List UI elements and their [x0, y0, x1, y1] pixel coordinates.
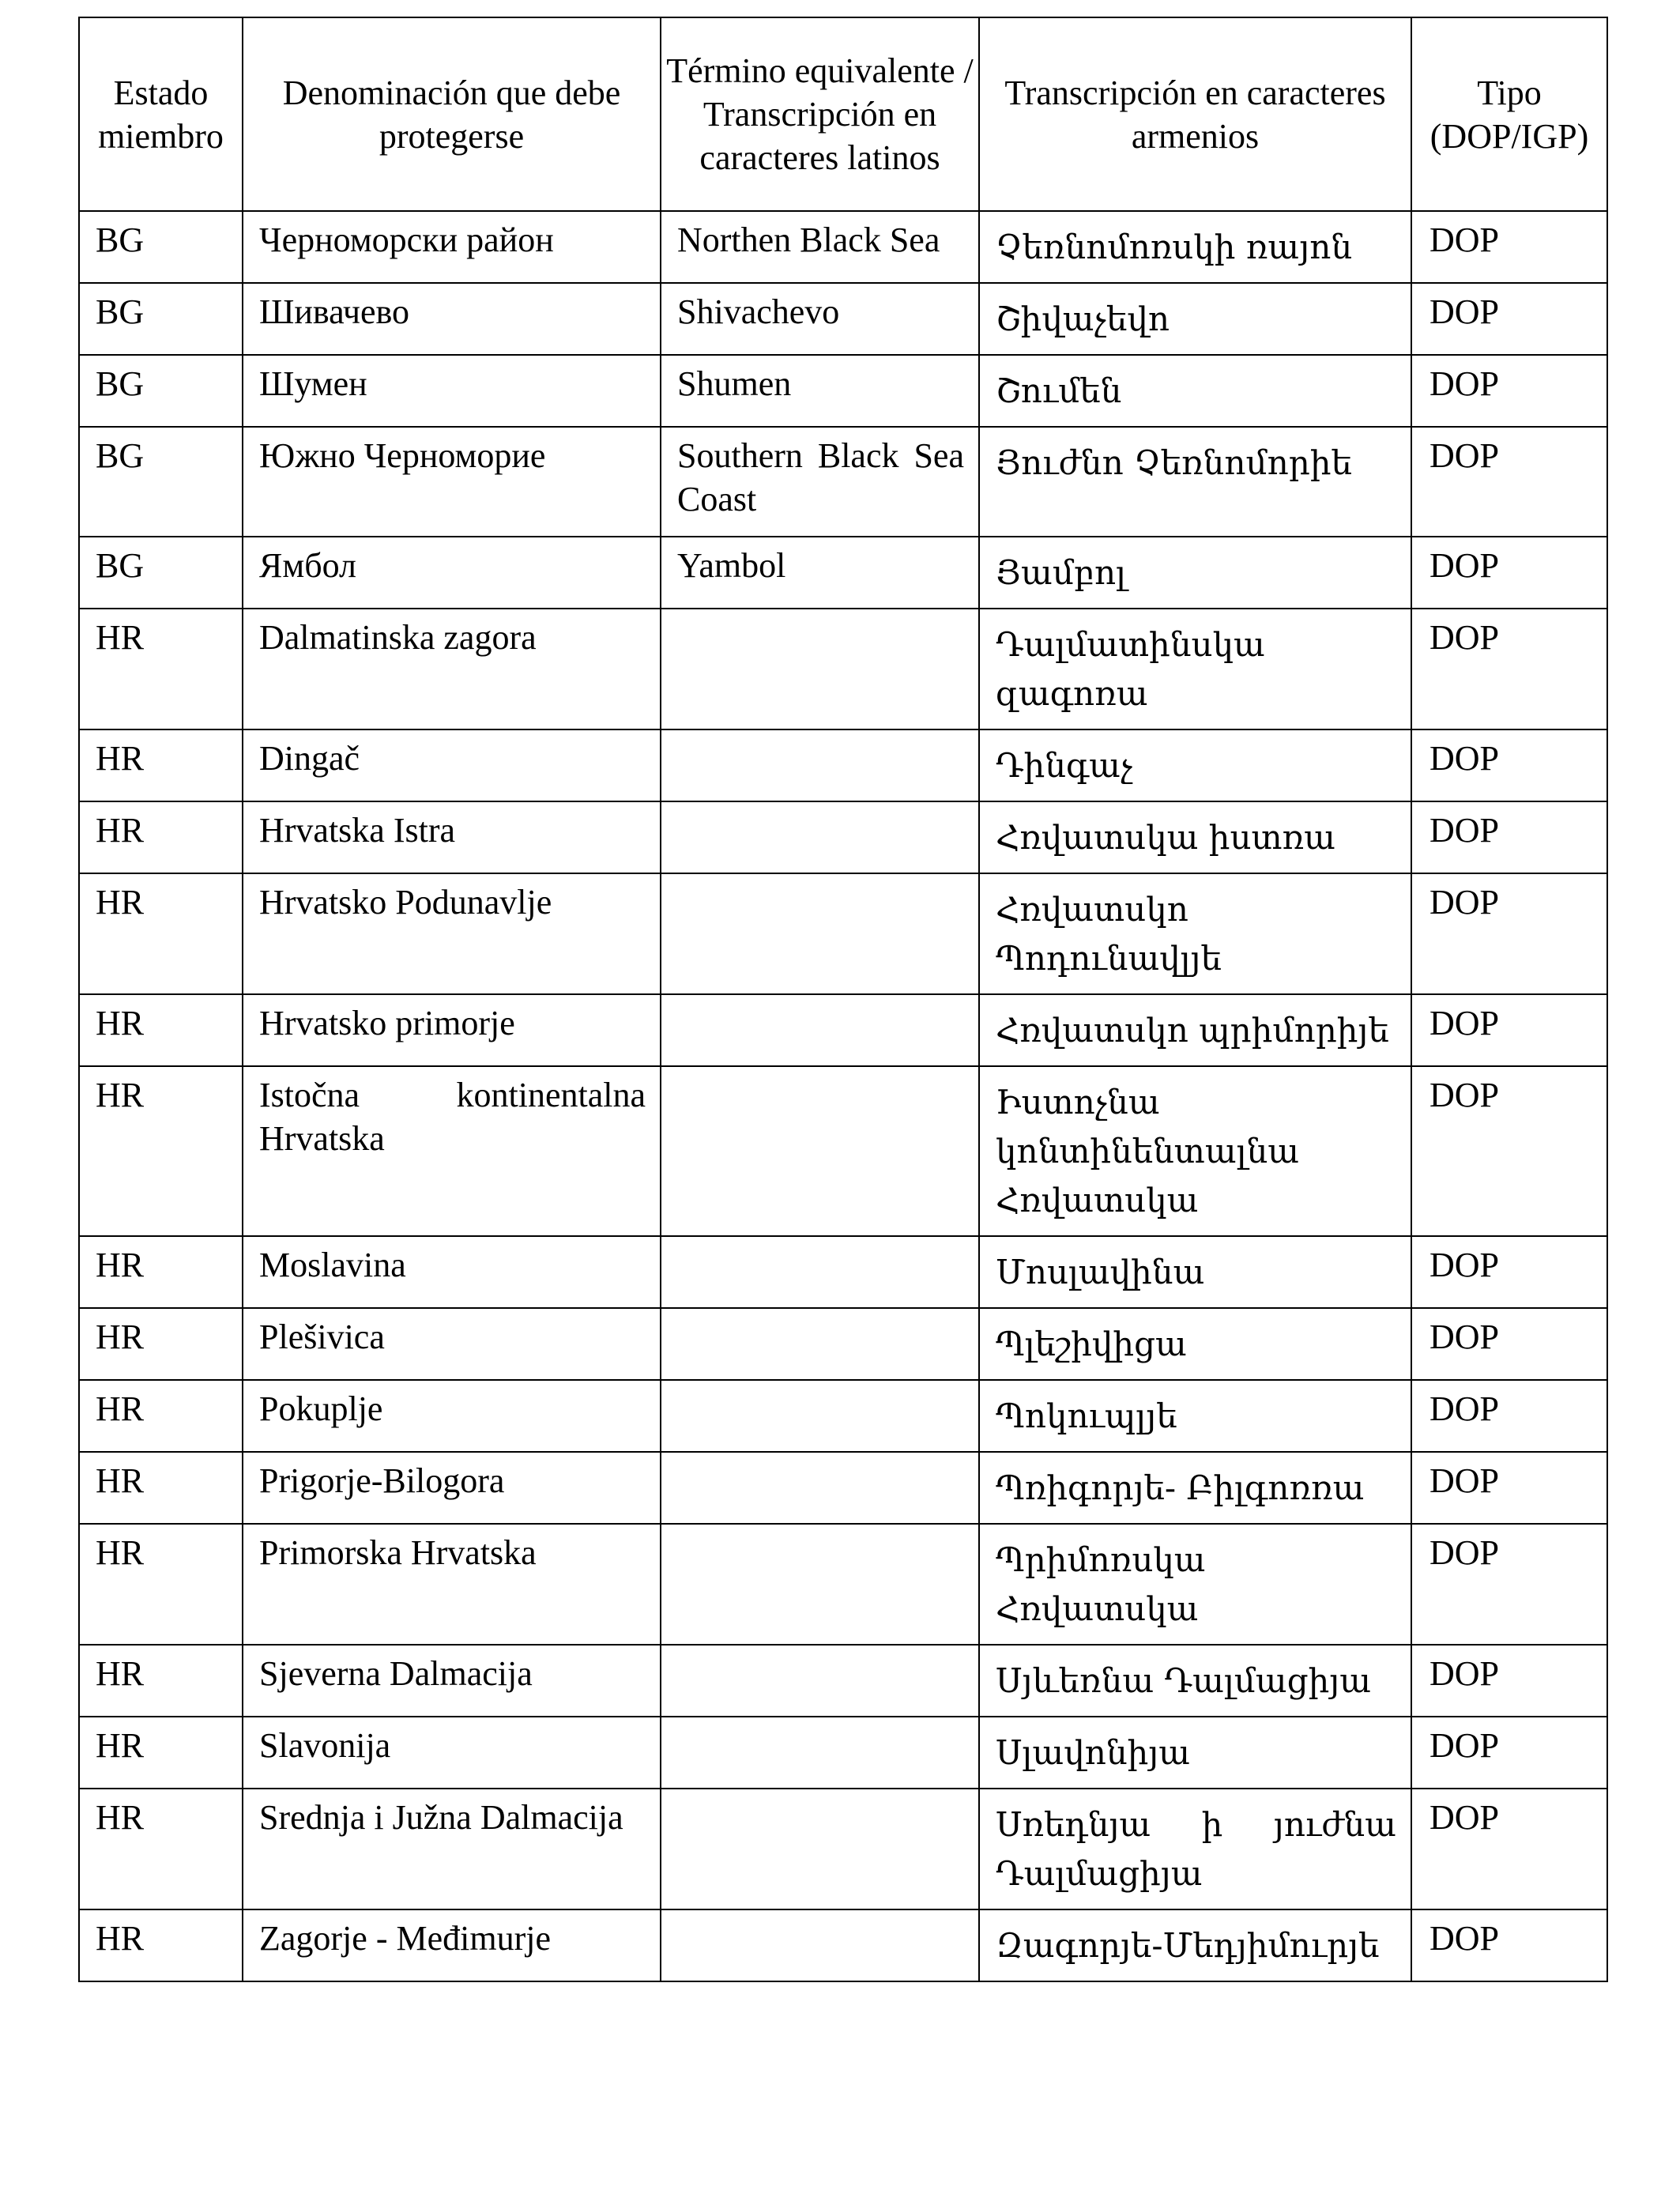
cell-latin [661, 1789, 979, 1909]
cell-type: DOP [1411, 801, 1607, 873]
cell-name: Slavonija [243, 1717, 661, 1789]
cell-name: Primorska Hrvatska [243, 1524, 661, 1645]
table-row [79, 873, 1607, 994]
table-row [79, 427, 1607, 537]
cell-latin [661, 609, 979, 729]
cell-state: HR [79, 1452, 243, 1524]
cell-state: HR [79, 994, 243, 1066]
cell-name: Hrvatska Istra [243, 801, 661, 873]
cell-armenian: Հռվատսկա իստռա [979, 801, 1411, 873]
cell-latin: Shivachevo [661, 283, 979, 355]
cell-type: DOP [1411, 1789, 1607, 1909]
cell-type: DOP [1411, 609, 1607, 729]
table-row [79, 1066, 1607, 1236]
cell-latin [661, 729, 979, 801]
table-row [79, 729, 1607, 801]
cell-armenian: Հռվատսկո Պոդունավլյե [979, 873, 1411, 994]
cell-armenian: Չեռնոմոռսկի ռայոն [979, 211, 1411, 283]
cell-armenian: Սյևեռնա Դալմացիյա [979, 1645, 1411, 1717]
cell-type: DOP [1411, 1236, 1607, 1308]
cell-armenian: Պրիմոռսկա Հռվատսկա [979, 1524, 1411, 1645]
cell-state: HR [79, 729, 243, 801]
cell-type: DOP [1411, 537, 1607, 609]
cell-name: Moslavina [243, 1236, 661, 1308]
table-row [79, 355, 1607, 427]
cell-armenian: Զագորյե-Մեդյիմուրյե [979, 1909, 1411, 1981]
cell-name: Ямбол [243, 537, 661, 609]
cell-name: Prigorje-Bilogora [243, 1452, 661, 1524]
protected-names-table [78, 17, 1608, 1982]
cell-state: BG [79, 427, 243, 537]
table-row [79, 1236, 1607, 1308]
cell-latin [661, 1452, 979, 1524]
cell-latin [661, 873, 979, 994]
header-row [79, 17, 1607, 211]
cell-armenian: Յուժնո Չեռնոմորիե [979, 427, 1411, 537]
cell-type: DOP [1411, 1066, 1607, 1236]
cell-latin [661, 994, 979, 1066]
cell-state: BG [79, 211, 243, 283]
cell-armenian: Իստոչնա կոնտինենտալնա Հռվատսկա [979, 1066, 1411, 1236]
cell-name: Istočna kontinentalna Hrvatska [243, 1066, 661, 1236]
cell-type: DOP [1411, 283, 1607, 355]
table-row [79, 1789, 1607, 1909]
cell-name: Zagorje - Međimurje [243, 1909, 661, 1981]
table-row [79, 1452, 1607, 1524]
cell-latin [661, 1645, 979, 1717]
cell-type: DOP [1411, 427, 1607, 537]
cell-type: DOP [1411, 1380, 1607, 1452]
table-row [79, 1909, 1607, 1981]
cell-armenian: Սռեդնյա ի յուժնա Դալմացիյա [979, 1789, 1411, 1909]
cell-armenian: Մոսլավինա [979, 1236, 1411, 1308]
header-state: Estado miembro [79, 17, 243, 211]
cell-state: HR [79, 1308, 243, 1380]
table-row [79, 1380, 1607, 1452]
cell-latin [661, 1380, 979, 1452]
cell-state: BG [79, 283, 243, 355]
cell-state: HR [79, 1645, 243, 1717]
cell-name: Plešivica [243, 1308, 661, 1380]
cell-name: Черноморски район [243, 211, 661, 283]
cell-state: HR [79, 801, 243, 873]
header-latin: Término equivalente / Transcripción en caracteres latinos [661, 17, 979, 211]
cell-name: Hrvatsko primorje [243, 994, 661, 1066]
cell-type: DOP [1411, 1524, 1607, 1645]
table-row [79, 1308, 1607, 1380]
cell-type: DOP [1411, 994, 1607, 1066]
table-row [79, 609, 1607, 729]
cell-name: Sjeverna Dalmacija [243, 1645, 661, 1717]
cell-latin [661, 1717, 979, 1789]
cell-name: Srednja i Južna Dalmacija [243, 1789, 661, 1909]
cell-type: DOP [1411, 1645, 1607, 1717]
table-row [79, 283, 1607, 355]
cell-state: HR [79, 1524, 243, 1645]
cell-latin [661, 801, 979, 873]
cell-latin [661, 1308, 979, 1380]
table-row [79, 994, 1607, 1066]
cell-state: BG [79, 537, 243, 609]
table-body [79, 211, 1607, 1981]
header-name: Denominación que debe protegerse [243, 17, 661, 211]
cell-latin: Southern Black Sea Coast [661, 427, 979, 537]
cell-latin [661, 1236, 979, 1308]
cell-type: DOP [1411, 873, 1607, 994]
cell-state: HR [79, 1909, 243, 1981]
cell-latin [661, 1524, 979, 1645]
cell-armenian: Դինգաչ [979, 729, 1411, 801]
cell-latin: Northen Black Sea [661, 211, 979, 283]
cell-type: DOP [1411, 1308, 1607, 1380]
cell-state: HR [79, 609, 243, 729]
cell-state: HR [79, 873, 243, 994]
cell-armenian: Դալմատինսկա զագոռա [979, 609, 1411, 729]
cell-type: DOP [1411, 1452, 1607, 1524]
cell-armenian: Պոկուպլյե [979, 1380, 1411, 1452]
table-row [79, 1524, 1607, 1645]
cell-state: HR [79, 1236, 243, 1308]
cell-state: HR [79, 1380, 243, 1452]
cell-state: BG [79, 355, 243, 427]
cell-type: DOP [1411, 729, 1607, 801]
table-row [79, 801, 1607, 873]
cell-state: HR [79, 1789, 243, 1909]
cell-latin [661, 1909, 979, 1981]
cell-latin: Shumen [661, 355, 979, 427]
header-armenian: Transcripción en caracteres armenios [979, 17, 1411, 211]
cell-type: DOP [1411, 211, 1607, 283]
table-row [79, 211, 1607, 283]
cell-armenian: Յամբոլ [979, 537, 1411, 609]
cell-latin [661, 1066, 979, 1236]
cell-name: Dingač [243, 729, 661, 801]
cell-type: DOP [1411, 1717, 1607, 1789]
cell-name: Шивачево [243, 283, 661, 355]
cell-armenian: Պլեշիվիցա [979, 1308, 1411, 1380]
cell-name: Hrvatsko Podunavlje [243, 873, 661, 994]
table-row [79, 1645, 1607, 1717]
cell-armenian: Շիվաչեվո [979, 283, 1411, 355]
cell-state: HR [79, 1717, 243, 1789]
table-row [79, 537, 1607, 609]
cell-armenian: Պռիգորյե- Բիլգոռռա [979, 1452, 1411, 1524]
cell-latin: Yambol [661, 537, 979, 609]
header-type: Tipo (DOP/IGP) [1411, 17, 1607, 211]
table-row [79, 1717, 1607, 1789]
cell-name: Южно Черноморие [243, 427, 661, 537]
cell-name: Dalmatinska zagora [243, 609, 661, 729]
cell-armenian: Հռվատսկո պրիմորիյե [979, 994, 1411, 1066]
cell-name: Шумен [243, 355, 661, 427]
cell-type: DOP [1411, 1909, 1607, 1981]
cell-armenian: Շումեն [979, 355, 1411, 427]
cell-name: Pokuplje [243, 1380, 661, 1452]
cell-state: HR [79, 1066, 243, 1236]
cell-type: DOP [1411, 355, 1607, 427]
cell-armenian: Սլավոնիյա [979, 1717, 1411, 1789]
